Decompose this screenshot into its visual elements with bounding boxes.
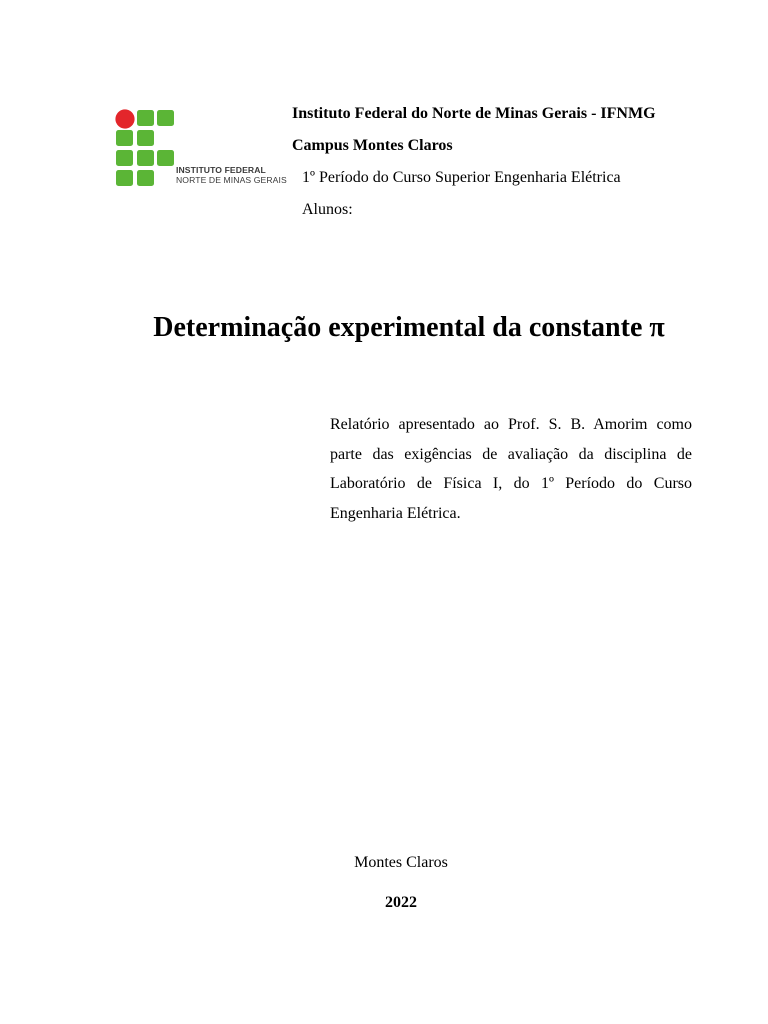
logo-line-2: NORTE DE MINAS GERAIS <box>176 175 287 185</box>
ifnmg-logo <box>114 108 286 188</box>
ifnmg-logo-mark <box>114 108 176 188</box>
students-label: Alunos: <box>302 201 353 218</box>
logo-line-1: INSTITUTO FEDERAL <box>176 165 266 175</box>
city: Montes Claros <box>354 854 448 871</box>
report-title: Determinação experimental da constante π <box>153 312 665 343</box>
campus-name: Campus Montes Claros <box>292 137 453 154</box>
report-description: Relatório apresentado ao Prof. S. B. Amorim como parte das exigências de avaliação da disciplina de Laboratório de Física I, do 1º Período do Curso Engenharia Elétrica. <box>330 416 692 522</box>
course-line: 1º Período do Curso Superior Engenharia Elétrica <box>302 169 621 186</box>
institution-name: Instituto Federal do Norte de Minas Gerais - IFNMG <box>292 105 656 122</box>
year: 2022 <box>385 894 417 911</box>
